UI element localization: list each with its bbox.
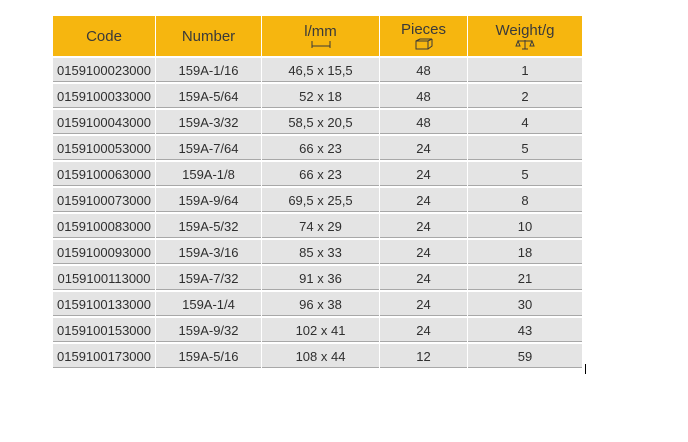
- number-cell: 159A-1/16: [156, 56, 262, 82]
- header-pieces: [380, 16, 468, 56]
- dimensions-cell: 74 x 29: [262, 212, 380, 238]
- table-body: [53, 56, 582, 368]
- table-row: [53, 56, 582, 82]
- dimensions-cell: 58,5 x 20,5: [262, 108, 380, 134]
- table-row: [53, 212, 582, 238]
- number-cell: 159A-5/64: [156, 82, 262, 108]
- weight-cell: 30: [468, 290, 582, 316]
- box-pieces-icon: [415, 38, 433, 50]
- table-row: [53, 238, 582, 264]
- code-cell: 0159100033000: [53, 82, 156, 108]
- code-cell: 0159100053000: [53, 134, 156, 160]
- number-cell: 159A-3/16: [156, 238, 262, 264]
- table-row: [53, 82, 582, 108]
- dimensions-cell: 85 x 33: [262, 238, 380, 264]
- weight-cell: 10: [468, 212, 582, 238]
- weight-cell: 8: [468, 186, 582, 212]
- header-code-label: Code: [86, 27, 122, 45]
- weight-cell: 21: [468, 264, 582, 290]
- pieces-cell: 24: [380, 264, 468, 290]
- number-cell: 159A-7/64: [156, 134, 262, 160]
- scale-icon: [515, 39, 535, 50]
- code-cell: 0159100023000: [53, 56, 156, 82]
- pieces-cell: 24: [380, 290, 468, 316]
- header-length: [262, 16, 380, 56]
- number-cell: 159A-1/8: [156, 160, 262, 186]
- pieces-cell: 24: [380, 212, 468, 238]
- number-cell: 159A-5/32: [156, 212, 262, 238]
- number-cell: 159A-7/32: [156, 264, 262, 290]
- code-cell: 0159100153000: [53, 316, 156, 342]
- pieces-cell: 48: [380, 82, 468, 108]
- dimensions-cell: 102 x 41: [262, 316, 380, 342]
- weight-cell: 59: [468, 342, 582, 368]
- weight-cell: 2: [468, 82, 582, 108]
- number-cell: 159A-9/64: [156, 186, 262, 212]
- header-length-label: l/mm: [304, 22, 337, 40]
- header-weight-label: Weight/g: [495, 21, 555, 39]
- dimensions-cell: 91 x 36: [262, 264, 380, 290]
- dimensions-cell: 108 x 44: [262, 342, 380, 368]
- number-cell: 159A-3/32: [156, 108, 262, 134]
- pieces-cell: 24: [380, 186, 468, 212]
- header-code: [53, 16, 156, 56]
- pieces-cell: 24: [380, 134, 468, 160]
- table-row: [53, 290, 582, 316]
- header-weight: [468, 16, 582, 56]
- weight-cell: 5: [468, 134, 582, 160]
- table-row: [53, 316, 582, 342]
- code-cell: 0159100093000: [53, 238, 156, 264]
- table-header-row: [53, 16, 582, 56]
- header-number-label: Number: [181, 27, 236, 45]
- table-row: [53, 342, 582, 368]
- header-number: [156, 16, 262, 56]
- table-row: [53, 108, 582, 134]
- dimensions-cell: 66 x 23: [262, 160, 380, 186]
- text-cursor: [585, 364, 586, 374]
- code-cell: 0159100073000: [53, 186, 156, 212]
- dimensions-cell: 52 x 18: [262, 82, 380, 108]
- code-cell: 0159100113000: [53, 264, 156, 290]
- table-row: [53, 186, 582, 212]
- dimensions-cell: 96 x 38: [262, 290, 380, 316]
- weight-cell: 4: [468, 108, 582, 134]
- table-row: [53, 134, 582, 160]
- header-pieces-label: Pieces: [400, 21, 447, 38]
- dimensions-cell: 46,5 x 15,5: [262, 56, 380, 82]
- pieces-cell: 48: [380, 108, 468, 134]
- number-cell: 159A-9/32: [156, 316, 262, 342]
- pieces-cell: 24: [380, 316, 468, 342]
- code-cell: 0159100133000: [53, 290, 156, 316]
- weight-cell: 43: [468, 316, 582, 342]
- pieces-cell: 24: [380, 238, 468, 264]
- code-cell: 0159100063000: [53, 160, 156, 186]
- dimensions-cell: 66 x 23: [262, 134, 380, 160]
- code-cell: 0159100083000: [53, 212, 156, 238]
- pieces-cell: 48: [380, 56, 468, 82]
- number-cell: 159A-1/4: [156, 290, 262, 316]
- product-table: [53, 16, 582, 368]
- table-row: [53, 264, 582, 290]
- pieces-cell: 12: [380, 342, 468, 368]
- length-dimension-icon: [311, 40, 331, 49]
- code-cell: 0159100173000: [53, 342, 156, 368]
- pieces-cell: 24: [380, 160, 468, 186]
- code-cell: 0159100043000: [53, 108, 156, 134]
- weight-cell: 5: [468, 160, 582, 186]
- number-cell: 159A-5/16: [156, 342, 262, 368]
- weight-cell: 1: [468, 56, 582, 82]
- dimensions-cell: 69,5 x 25,5: [262, 186, 380, 212]
- table-row: [53, 160, 582, 186]
- weight-cell: 18: [468, 238, 582, 264]
